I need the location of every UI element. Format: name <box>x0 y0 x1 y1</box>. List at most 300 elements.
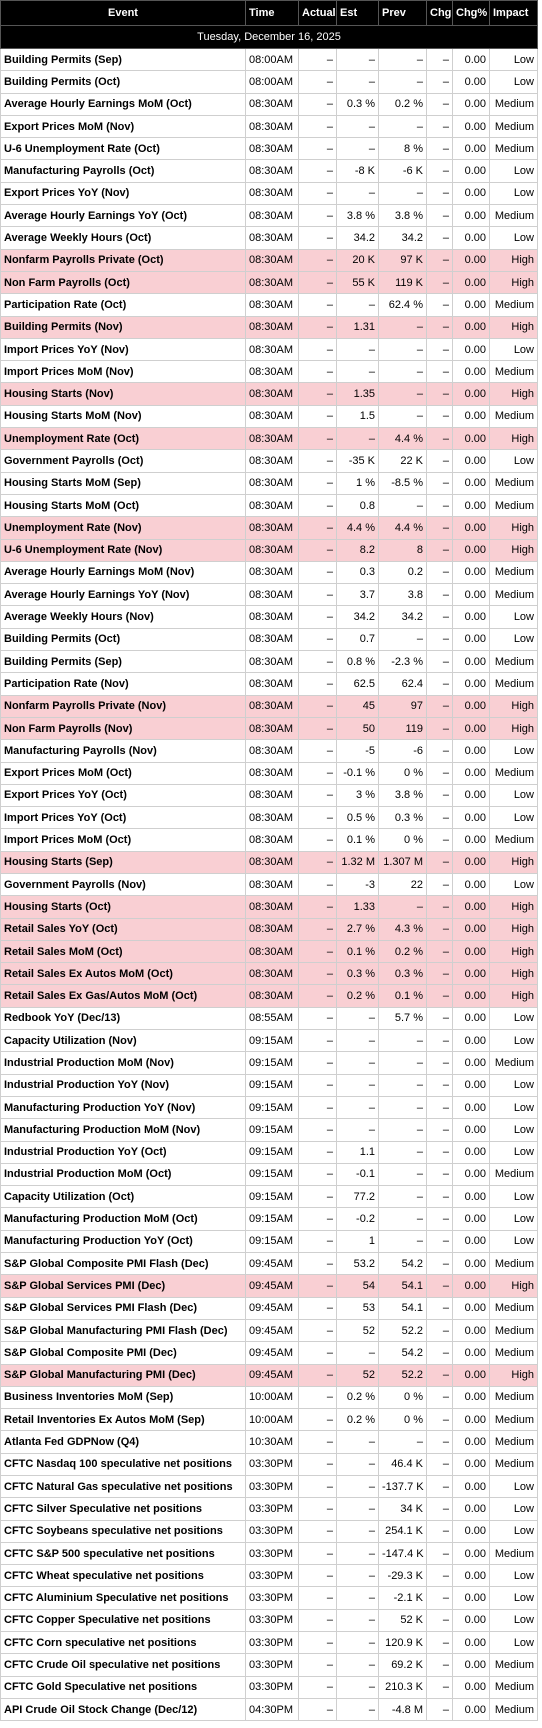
table-row[interactable] <box>1 1364 538 1386</box>
actual-cell: – <box>299 985 337 1007</box>
chg-pct-cell: 0.00 <box>453 1319 490 1341</box>
impact-cell: High <box>490 1364 538 1386</box>
table-row[interactable] <box>1 1186 538 1208</box>
table-row[interactable] <box>1 896 538 918</box>
impact-cell: Low <box>490 807 538 829</box>
table-row[interactable] <box>1 271 538 293</box>
event-name-cell: Industrial Production YoY (Nov) <box>1 1074 246 1096</box>
chg-pct-cell: 0.00 <box>453 1587 490 1609</box>
est-cell: – <box>337 1453 379 1475</box>
column-header-actual[interactable]: Actual <box>299 1 337 26</box>
est-cell: -3 <box>337 873 379 895</box>
table-row[interactable] <box>1 1498 538 1520</box>
impact-cell: Low <box>490 160 538 182</box>
event-name-cell: CFTC Wheat speculative net positions <box>1 1565 246 1587</box>
table-row[interactable] <box>1 405 538 427</box>
column-header-prev[interactable]: Prev <box>379 1 427 26</box>
table-row[interactable] <box>1 1476 538 1498</box>
time-cell: 08:30AM <box>246 651 299 673</box>
event-name-cell: Export Prices YoY (Oct) <box>1 784 246 806</box>
chg-cell: – <box>427 1587 453 1609</box>
table-row[interactable] <box>1 182 538 204</box>
est-cell: 52 <box>337 1364 379 1386</box>
table-row[interactable] <box>1 428 538 450</box>
chg-pct-cell: 0.00 <box>453 1542 490 1564</box>
table-row[interactable] <box>1 1542 538 1564</box>
actual-cell: – <box>299 1698 337 1720</box>
table-row[interactable] <box>1 717 538 739</box>
table-row[interactable] <box>1 71 538 93</box>
table-row[interactable] <box>1 450 538 472</box>
time-cell: 09:15AM <box>246 1119 299 1141</box>
table-row[interactable] <box>1 807 538 829</box>
table-row[interactable] <box>1 1230 538 1252</box>
event-name-cell: S&P Global Composite PMI Flash (Dec) <box>1 1253 246 1275</box>
prev-cell: 0.1 % <box>379 985 427 1007</box>
actual-cell: – <box>299 138 337 160</box>
est-cell: – <box>337 138 379 160</box>
chg-pct-cell: 0.00 <box>453 807 490 829</box>
event-name-cell: Industrial Production MoM (Oct) <box>1 1163 246 1185</box>
time-cell: 08:30AM <box>246 695 299 717</box>
table-row[interactable] <box>1 138 538 160</box>
chg-pct-cell: 0.00 <box>453 1565 490 1587</box>
chg-pct-cell: 0.00 <box>453 985 490 1007</box>
event-name-cell: CFTC Crude Oil speculative net positions <box>1 1654 246 1676</box>
est-cell: 62.5 <box>337 673 379 695</box>
table-row[interactable] <box>1 628 538 650</box>
table-row[interactable] <box>1 1119 538 1141</box>
est-cell: 1 % <box>337 472 379 494</box>
time-cell: 08:30AM <box>246 807 299 829</box>
prev-cell: – <box>379 628 427 650</box>
table-row[interactable] <box>1 1342 538 1364</box>
table-row[interactable] <box>1 115 538 137</box>
table-row[interactable] <box>1 1698 538 1720</box>
est-cell: 0.3 % <box>337 963 379 985</box>
prev-cell: 97 <box>379 695 427 717</box>
impact-cell: Medium <box>490 1253 538 1275</box>
chg-cell: – <box>427 762 453 784</box>
impact-cell: Medium <box>490 93 538 115</box>
time-cell: 08:30AM <box>246 628 299 650</box>
impact-cell: High <box>490 717 538 739</box>
table-row[interactable] <box>1 940 538 962</box>
time-cell: 08:30AM <box>246 940 299 962</box>
est-cell: 53.2 <box>337 1253 379 1275</box>
table-row[interactable] <box>1 249 538 271</box>
est-cell: – <box>337 1654 379 1676</box>
table-row[interactable] <box>1 829 538 851</box>
prev-cell: – <box>379 494 427 516</box>
chg-cell: – <box>427 1297 453 1319</box>
chg-pct-cell: 0.00 <box>453 1163 490 1185</box>
est-cell: 20 K <box>337 249 379 271</box>
time-cell: 08:00AM <box>246 49 299 71</box>
event-name-cell: S&P Global Services PMI Flash (Dec) <box>1 1297 246 1319</box>
impact-cell: Medium <box>490 651 538 673</box>
table-row[interactable] <box>1 1676 538 1698</box>
chg-cell: – <box>427 940 453 962</box>
impact-cell: Medium <box>490 205 538 227</box>
est-cell: 4.4 % <box>337 517 379 539</box>
date-row <box>1 26 538 49</box>
impact-cell: Medium <box>490 294 538 316</box>
chg-pct-cell: 0.00 <box>453 1297 490 1319</box>
chg-cell: – <box>427 1632 453 1654</box>
column-header-impact[interactable]: Impact <box>490 1 538 26</box>
prev-cell: – <box>379 405 427 427</box>
impact-cell: Low <box>490 606 538 628</box>
actual-cell: – <box>299 873 337 895</box>
prev-cell: 4.3 % <box>379 918 427 940</box>
table-row[interactable] <box>1 1074 538 1096</box>
actual-cell: – <box>299 1230 337 1252</box>
table-row[interactable] <box>1 1007 538 1029</box>
event-name-cell: API Crude Oil Stock Change (Dec/12) <box>1 1698 246 1720</box>
est-cell: 34.2 <box>337 606 379 628</box>
impact-cell: Medium <box>490 561 538 583</box>
table-row[interactable] <box>1 873 538 895</box>
actual-cell: – <box>299 1476 337 1498</box>
time-cell: 09:15AM <box>246 1096 299 1118</box>
table-row[interactable] <box>1 1275 538 1297</box>
table-row[interactable] <box>1 93 538 115</box>
prev-cell: 119 <box>379 717 427 739</box>
est-cell: -0.2 <box>337 1208 379 1230</box>
event-name-cell: Average Hourly Earnings YoY (Oct) <box>1 205 246 227</box>
impact-cell: Low <box>490 71 538 93</box>
table-row[interactable] <box>1 361 538 383</box>
actual-cell: – <box>299 561 337 583</box>
est-cell: – <box>337 1676 379 1698</box>
table-row[interactable] <box>1 1587 538 1609</box>
impact-cell: High <box>490 249 538 271</box>
time-cell: 08:30AM <box>246 539 299 561</box>
table-row[interactable] <box>1 1565 538 1587</box>
prev-cell: 52 K <box>379 1609 427 1631</box>
impact-cell: Medium <box>490 115 538 137</box>
table-row[interactable] <box>1 1030 538 1052</box>
est-cell: – <box>337 1074 379 1096</box>
time-cell: 09:45AM <box>246 1275 299 1297</box>
actual-cell: – <box>299 1587 337 1609</box>
table-row[interactable] <box>1 294 538 316</box>
actual-cell: – <box>299 160 337 182</box>
time-cell: 08:30AM <box>246 93 299 115</box>
table-row[interactable] <box>1 1520 538 1542</box>
est-cell: – <box>337 428 379 450</box>
event-name-cell: Building Permits (Nov) <box>1 316 246 338</box>
est-cell: – <box>337 1007 379 1029</box>
time-cell: 08:30AM <box>246 784 299 806</box>
time-cell: 08:30AM <box>246 494 299 516</box>
impact-cell: Medium <box>490 361 538 383</box>
prev-cell: – <box>379 1141 427 1163</box>
est-cell: – <box>337 1542 379 1564</box>
table-row[interactable] <box>1 1052 538 1074</box>
event-name-cell: Nonfarm Payrolls Private (Oct) <box>1 249 246 271</box>
prev-cell: 119 K <box>379 271 427 293</box>
table-row[interactable] <box>1 1141 538 1163</box>
est-cell: -8 K <box>337 160 379 182</box>
est-cell: -0.1 % <box>337 762 379 784</box>
table-row[interactable] <box>1 472 538 494</box>
prev-cell: 46.4 K <box>379 1453 427 1475</box>
prev-cell: 5.7 % <box>379 1007 427 1029</box>
est-cell: 1.33 <box>337 896 379 918</box>
table-row[interactable] <box>1 1632 538 1654</box>
time-cell: 09:45AM <box>246 1253 299 1275</box>
actual-cell: – <box>299 963 337 985</box>
actual-cell: – <box>299 1342 337 1364</box>
table-row[interactable] <box>1 784 538 806</box>
est-cell: 1.31 <box>337 316 379 338</box>
table-row[interactable] <box>1 1163 538 1185</box>
actual-cell: – <box>299 338 337 360</box>
chg-pct-cell: 0.00 <box>453 1141 490 1163</box>
table-row[interactable] <box>1 1386 538 1408</box>
time-cell: 09:15AM <box>246 1163 299 1185</box>
table-row[interactable] <box>1 517 538 539</box>
table-row[interactable] <box>1 740 538 762</box>
chg-pct-cell: 0.00 <box>453 829 490 851</box>
event-name-cell: Government Payrolls (Nov) <box>1 873 246 895</box>
impact-cell: Medium <box>490 405 538 427</box>
est-cell: 0.5 % <box>337 807 379 829</box>
chg-cell: – <box>427 628 453 650</box>
impact-cell: Low <box>490 1208 538 1230</box>
impact-cell: Low <box>490 1632 538 1654</box>
table-row[interactable] <box>1 651 538 673</box>
impact-cell: High <box>490 383 538 405</box>
table-row[interactable] <box>1 539 538 561</box>
impact-cell: Medium <box>490 1386 538 1408</box>
time-cell: 08:30AM <box>246 182 299 204</box>
table-row[interactable] <box>1 1453 538 1475</box>
actual-cell: – <box>299 1654 337 1676</box>
actual-cell: – <box>299 71 337 93</box>
time-cell: 10:00AM <box>246 1409 299 1431</box>
table-row[interactable] <box>1 1208 538 1230</box>
chg-pct-cell: 0.00 <box>453 762 490 784</box>
actual-cell: – <box>299 1096 337 1118</box>
time-cell: 08:30AM <box>246 205 299 227</box>
prev-cell: – <box>379 1074 427 1096</box>
impact-cell: Low <box>490 1565 538 1587</box>
est-cell: 0.3 % <box>337 93 379 115</box>
time-cell: 03:30PM <box>246 1476 299 1498</box>
chg-cell: – <box>427 606 453 628</box>
table-row[interactable] <box>1 1319 538 1341</box>
chg-pct-cell: 0.00 <box>453 1632 490 1654</box>
chg-pct-cell: 0.00 <box>453 138 490 160</box>
prev-cell: 0.2 <box>379 561 427 583</box>
est-cell: 0.3 <box>337 561 379 583</box>
actual-cell: – <box>299 1453 337 1475</box>
chg-cell: – <box>427 271 453 293</box>
prev-cell: 8 % <box>379 138 427 160</box>
event-name-cell: Non Farm Payrolls (Nov) <box>1 717 246 739</box>
prev-cell: 3.8 <box>379 584 427 606</box>
event-name-cell: Capacity Utilization (Oct) <box>1 1186 246 1208</box>
time-cell: 08:30AM <box>246 428 299 450</box>
table-row[interactable] <box>1 1253 538 1275</box>
est-cell: 50 <box>337 717 379 739</box>
chg-cell: – <box>427 1431 453 1453</box>
time-cell: 08:30AM <box>246 584 299 606</box>
chg-pct-cell: 0.00 <box>453 1096 490 1118</box>
column-header-chg[interactable]: Chg <box>427 1 453 26</box>
event-name-cell: Building Permits (Oct) <box>1 628 246 650</box>
est-cell: – <box>337 1632 379 1654</box>
chg-cell: – <box>427 517 453 539</box>
event-name-cell: S&P Global Manufacturing PMI (Dec) <box>1 1364 246 1386</box>
time-cell: 03:30PM <box>246 1632 299 1654</box>
prev-cell: 4.4 % <box>379 517 427 539</box>
est-cell: 0.1 % <box>337 940 379 962</box>
table-row[interactable] <box>1 1654 538 1676</box>
time-cell: 03:30PM <box>246 1542 299 1564</box>
table-row[interactable] <box>1 160 538 182</box>
chg-cell: – <box>427 1342 453 1364</box>
prev-cell: 0 % <box>379 829 427 851</box>
event-name-cell: Housing Starts MoM (Nov) <box>1 405 246 427</box>
prev-cell: 210.3 K <box>379 1676 427 1698</box>
chg-pct-cell: 0.00 <box>453 1431 490 1453</box>
table-header <box>1 1 538 26</box>
column-header-chg-pct[interactable]: Chg% <box>453 1 490 26</box>
impact-cell: Low <box>490 1609 538 1631</box>
table-row[interactable] <box>1 695 538 717</box>
est-cell: -5 <box>337 740 379 762</box>
chg-cell: – <box>427 1096 453 1118</box>
time-cell: 03:30PM <box>246 1676 299 1698</box>
chg-pct-cell: 0.00 <box>453 1676 490 1698</box>
impact-cell: High <box>490 517 538 539</box>
table-row[interactable] <box>1 1096 538 1118</box>
prev-cell: 22 <box>379 873 427 895</box>
table-row[interactable] <box>1 963 538 985</box>
actual-cell: – <box>299 695 337 717</box>
chg-pct-cell: 0.00 <box>453 1074 490 1096</box>
prev-cell: 8 <box>379 539 427 561</box>
table-row[interactable] <box>1 49 538 71</box>
actual-cell: – <box>299 1275 337 1297</box>
impact-cell: High <box>490 539 538 561</box>
chg-cell: – <box>427 873 453 895</box>
table-row[interactable] <box>1 851 538 873</box>
chg-cell: – <box>427 249 453 271</box>
table-row[interactable] <box>1 584 538 606</box>
actual-cell: – <box>299 807 337 829</box>
chg-pct-cell: 0.00 <box>453 851 490 873</box>
table-row[interactable] <box>1 1297 538 1319</box>
event-name-cell: Export Prices YoY (Nov) <box>1 182 246 204</box>
impact-cell: Low <box>490 49 538 71</box>
est-cell: – <box>337 1431 379 1453</box>
chg-pct-cell: 0.00 <box>453 628 490 650</box>
actual-cell: – <box>299 227 337 249</box>
table-row[interactable] <box>1 338 538 360</box>
actual-cell: – <box>299 182 337 204</box>
chg-cell: – <box>427 1119 453 1141</box>
event-name-cell: Nonfarm Payrolls Private (Nov) <box>1 695 246 717</box>
time-cell: 03:30PM <box>246 1587 299 1609</box>
actual-cell: – <box>299 428 337 450</box>
chg-cell: – <box>427 93 453 115</box>
est-cell: 0.8 % <box>337 651 379 673</box>
table-row[interactable] <box>1 383 538 405</box>
actual-cell: – <box>299 294 337 316</box>
chg-pct-cell: 0.00 <box>453 896 490 918</box>
prev-cell: 0.2 % <box>379 940 427 962</box>
column-header-est[interactable]: Est <box>337 1 379 26</box>
table-row[interactable] <box>1 227 538 249</box>
chg-cell: – <box>427 1253 453 1275</box>
table-row[interactable] <box>1 316 538 338</box>
time-cell: 09:15AM <box>246 1052 299 1074</box>
impact-cell: Low <box>490 873 538 895</box>
time-cell: 08:30AM <box>246 918 299 940</box>
time-cell: 03:30PM <box>246 1654 299 1676</box>
chg-cell: – <box>427 182 453 204</box>
table-row[interactable] <box>1 985 538 1007</box>
chg-pct-cell: 0.00 <box>453 450 490 472</box>
table-row[interactable] <box>1 1409 538 1431</box>
impact-cell: Medium <box>490 584 538 606</box>
table-row[interactable] <box>1 1431 538 1453</box>
time-cell: 08:30AM <box>246 115 299 137</box>
actual-cell: – <box>299 494 337 516</box>
time-cell: 08:30AM <box>246 873 299 895</box>
impact-cell: Low <box>490 784 538 806</box>
chg-cell: – <box>427 1676 453 1698</box>
column-header-event[interactable]: Event <box>1 1 246 26</box>
prev-cell: – <box>379 1119 427 1141</box>
table-row[interactable] <box>1 561 538 583</box>
chg-cell: – <box>427 1275 453 1297</box>
prev-cell: -6 <box>379 740 427 762</box>
chg-pct-cell: 0.00 <box>453 160 490 182</box>
column-header-time[interactable]: Time <box>246 1 299 26</box>
est-cell: 52 <box>337 1319 379 1341</box>
chg-pct-cell: 0.00 <box>453 873 490 895</box>
table-row[interactable] <box>1 494 538 516</box>
impact-cell: Low <box>490 1074 538 1096</box>
actual-cell: – <box>299 1253 337 1275</box>
chg-pct-cell: 0.00 <box>453 1386 490 1408</box>
est-cell: – <box>337 1119 379 1141</box>
chg-cell: – <box>427 205 453 227</box>
est-cell: 0.7 <box>337 628 379 650</box>
event-name-cell: Industrial Production YoY (Oct) <box>1 1141 246 1163</box>
est-cell: – <box>337 361 379 383</box>
chg-pct-cell: 0.00 <box>453 71 490 93</box>
est-cell: 3 % <box>337 784 379 806</box>
event-name-cell: Business Inventories MoM (Sep) <box>1 1386 246 1408</box>
impact-cell: Low <box>490 227 538 249</box>
time-cell: 03:30PM <box>246 1609 299 1631</box>
actual-cell: – <box>299 93 337 115</box>
chg-cell: – <box>427 1498 453 1520</box>
table-row[interactable] <box>1 606 538 628</box>
table-row[interactable] <box>1 918 538 940</box>
table-row[interactable] <box>1 1609 538 1631</box>
table-row[interactable] <box>1 762 538 784</box>
table-row[interactable] <box>1 205 538 227</box>
table-row[interactable] <box>1 673 538 695</box>
